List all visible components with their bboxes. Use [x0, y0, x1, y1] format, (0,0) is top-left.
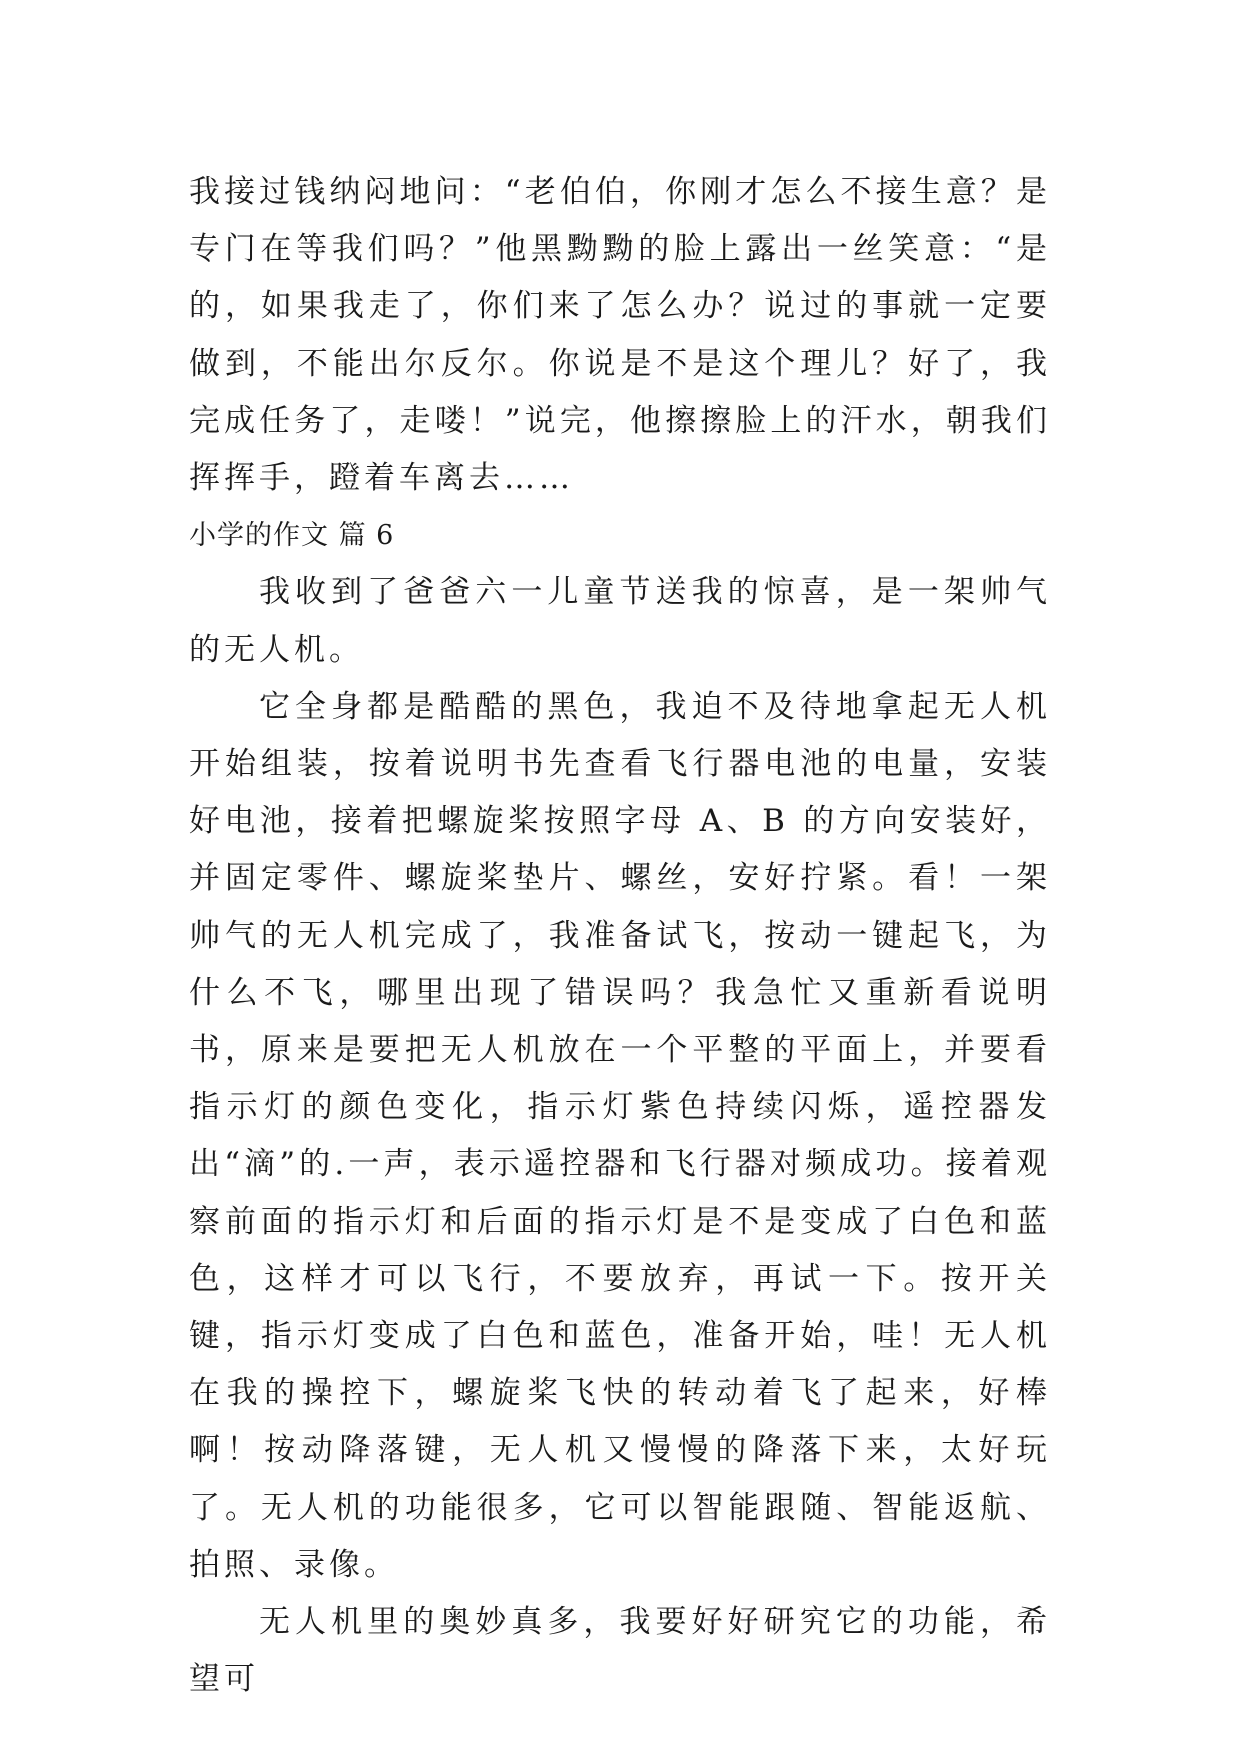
section-heading: 小学的作文 篇 6 [189, 520, 395, 552]
document-body [189, 164, 1051, 1708]
paragraph-3: 无人机里的奥妙真多，我要好好研究它的功能，希望可 [189, 1604, 1051, 1698]
paragraph-1: 我收到了爸爸六一儿童节送我的惊喜，是一架帅气的无人机。 [189, 574, 1051, 668]
paragraph-2: 它全身都是酷酷的黑色，我迫不及待地拿起无人机开始组装，按着说明书先查看飞行器电池的电量，安装好电池，接着把螺旋桨按照字母 A、B 的方向安装好，并固定零件、螺旋桨垫片、螺丝，安好拧紧。看！一架帅气的无人机完成了，我准备试飞，按动一键起飞，为什么不飞，哪里出现了错误吗？我急忙又重新看说明书，原来是要把无人机放在一个平整的平面上，并要看指示灯的颜色变化，指示灯紫色持续闪烁，遥控器发出“滴”的.一声，表示遥控器和飞行器对频成功。接着观察前面的指示灯和后面的指示灯是不是变成了白色和蓝色，这样才可以飞行，不要放弃，再试一下。按开关键，指示灯变成了白色和蓝色，准备开始，哇！无人机在我的操控下，螺旋桨飞快的转动着飞了起来，好棒啊！按动降落键，无人机又慢慢的降落下来，太好玩了。无人机的功能很多，它可以智能跟随、智能返航、拍照、录像。 [189, 688, 1051, 1583]
paragraph-continued: 我接过钱纳闷地问：“老伯伯，你刚才怎么不接生意？是专门在等我们吗？”他黑黝黝的脸上露出一丝笑意：“是的，如果我走了，你们来了怎么办？说过的事就一定要做到，不能出尔反尔。你说是不是这个理儿？好了，我完成任务了，走喽！”说完，他擦擦脸上的汗水，朝我们挥挥手，蹬着车离去…… [189, 174, 1051, 497]
